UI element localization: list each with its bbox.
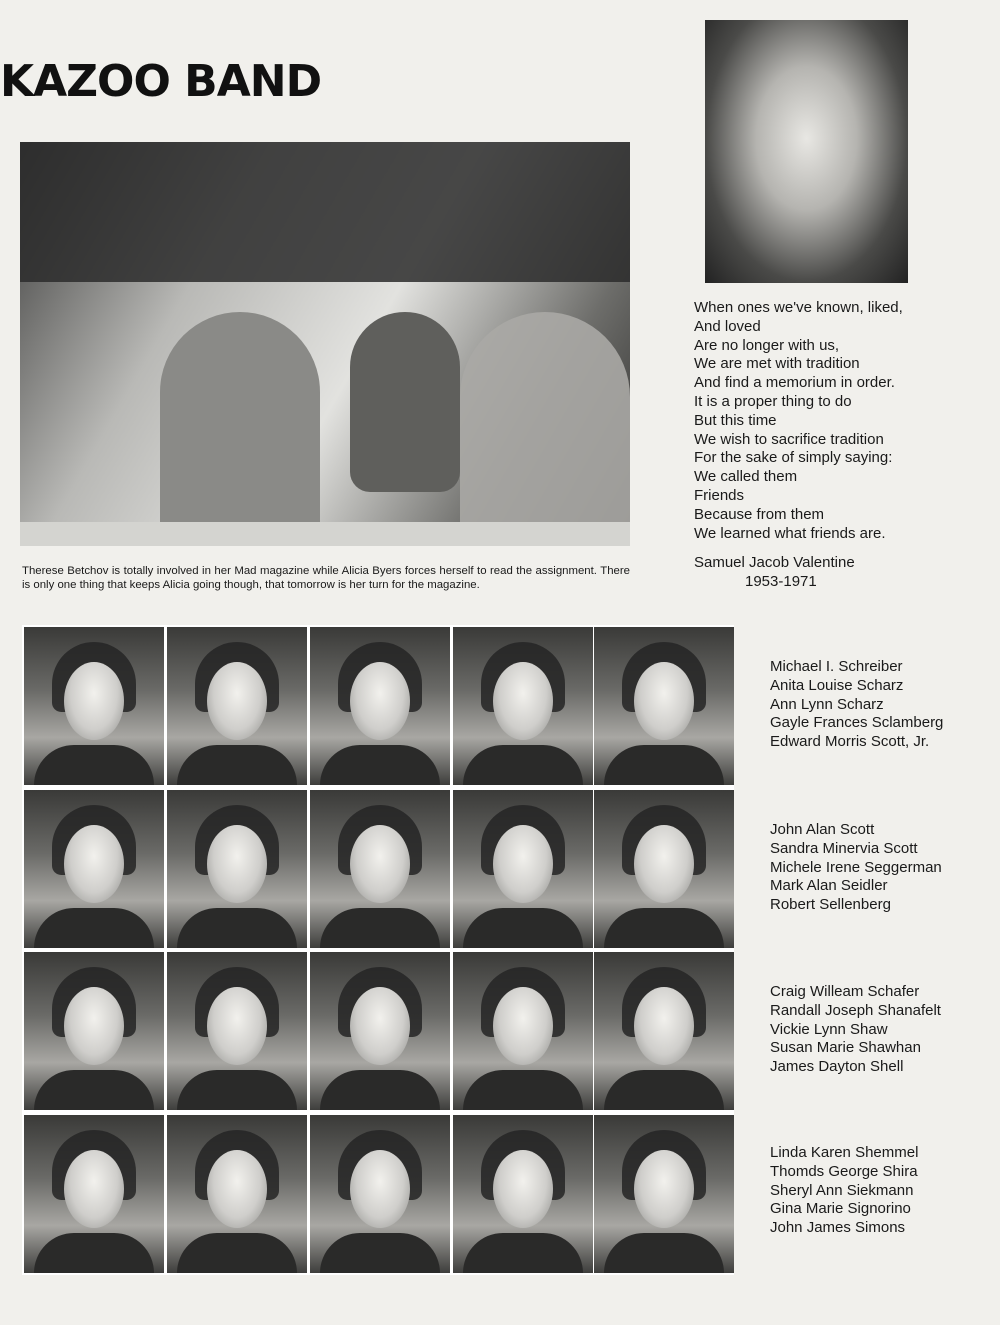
student-portrait xyxy=(310,627,450,785)
student-name: Linda Karen Shemmel xyxy=(770,1144,919,1161)
student-name: Michele Irene Seggerman xyxy=(770,858,942,876)
portrait-face xyxy=(493,825,553,903)
student-portrait xyxy=(167,790,307,948)
chalkboard xyxy=(20,142,630,282)
portrait-face xyxy=(350,825,410,903)
student-portrait xyxy=(167,1115,307,1273)
portrait-face xyxy=(493,1150,553,1228)
student-portrait xyxy=(24,1115,164,1273)
memorial-poem xyxy=(694,299,989,543)
portrait-face xyxy=(64,662,124,740)
student-name: John Alan Scott xyxy=(770,821,875,838)
student-portrait xyxy=(453,1115,593,1273)
portrait-body xyxy=(34,1233,154,1273)
portrait-body xyxy=(34,1070,154,1110)
portrait-face xyxy=(493,987,553,1065)
portrait-body xyxy=(604,1070,724,1110)
student-name: James Dayton Shell xyxy=(770,1058,904,1076)
student-name: Michael I. Schreiber xyxy=(770,658,903,675)
portrait-body xyxy=(463,1233,583,1273)
poem-line: And find a memorium in order. xyxy=(694,374,895,392)
portrait-body xyxy=(604,908,724,948)
student-name: Craig Willeam Schafer xyxy=(770,983,920,1000)
student-portrait xyxy=(453,627,593,785)
student-name: John James Simons xyxy=(770,1219,906,1237)
photo-caption: Therese Betchov is totally involved in her Mad magazine while Alicia Byers forces herself to read the assignment. There is only one thing that keeps Alicia going though, that tomorrow is her turn for the magazine. xyxy=(22,565,630,591)
portrait-body xyxy=(320,908,440,948)
student-name: Randall Joseph Shanafelt xyxy=(770,1001,941,1019)
poem-line: For the sake of simply saying: xyxy=(694,449,893,467)
portrait-body xyxy=(463,908,583,948)
portrait-face xyxy=(207,662,267,740)
portrait-face xyxy=(350,987,410,1065)
student-portrait xyxy=(310,790,450,948)
student-portrait xyxy=(594,627,734,785)
poem-line: It is a proper thing to do xyxy=(694,392,852,410)
poem-line: Friends xyxy=(694,486,745,504)
student-portrait xyxy=(310,952,450,1110)
memorial-years: 1953-1971 xyxy=(745,573,817,590)
student-name: Gina Marie Signorino xyxy=(770,1200,911,1218)
student-name: Vickie Lynn Shaw xyxy=(770,1020,888,1038)
student-portrait xyxy=(453,952,593,1110)
student-name: Thomds George Shira xyxy=(770,1162,918,1180)
portrait-face xyxy=(64,1150,124,1228)
poem-line: We are met with tradition xyxy=(694,355,860,373)
student-name: Anita Louise Scharz xyxy=(770,676,904,694)
student-portrait xyxy=(167,952,307,1110)
portrait-face xyxy=(207,825,267,903)
student-name: Gayle Frances Sclamberg xyxy=(770,714,944,732)
student-portrait xyxy=(167,627,307,785)
portrait-body xyxy=(463,1070,583,1110)
student-portrait xyxy=(594,952,734,1110)
memorial-name: Samuel Jacob Valentine xyxy=(694,554,855,571)
portrait-face xyxy=(493,662,553,740)
poem-line: We learned what friends are. xyxy=(694,524,886,542)
portrait-face xyxy=(64,987,124,1065)
student-name: Mark Alan Seidler xyxy=(770,877,888,895)
student-portrait xyxy=(453,790,593,948)
memorial-portrait xyxy=(705,20,908,283)
student-portrait xyxy=(310,1115,450,1273)
portrait-face xyxy=(634,1150,694,1228)
portrait-face xyxy=(350,1150,410,1228)
student-portrait xyxy=(594,1115,734,1273)
name-group xyxy=(770,983,941,1077)
portrait-face xyxy=(634,662,694,740)
portrait-body xyxy=(177,745,297,785)
portrait-body xyxy=(34,745,154,785)
student-figure xyxy=(350,312,460,492)
portrait-body xyxy=(177,1070,297,1110)
poem-line: And loved xyxy=(694,317,761,335)
poem-line: When ones we've known, liked, xyxy=(694,299,903,316)
portrait-body xyxy=(604,1233,724,1273)
portrait-body xyxy=(177,1233,297,1273)
student-portrait xyxy=(24,952,164,1110)
portrait-face xyxy=(64,825,124,903)
name-group xyxy=(770,658,943,752)
poem-line: Because from them xyxy=(694,505,825,523)
portrait-body xyxy=(177,908,297,948)
portrait-grid xyxy=(22,625,734,1275)
student-figure xyxy=(160,312,320,542)
student-name: Ann Lynn Scharz xyxy=(770,695,884,713)
portrait-face xyxy=(634,987,694,1065)
poem-line: Are no longer with us, xyxy=(694,336,840,354)
student-name: Robert Sellenberg xyxy=(770,896,891,914)
poem-line: We wish to sacrifice tradition xyxy=(694,430,884,448)
name-group xyxy=(770,821,942,915)
student-name: Edward Morris Scott, Jr. xyxy=(770,733,930,751)
portrait-body xyxy=(320,745,440,785)
portrait-body xyxy=(34,908,154,948)
desk xyxy=(20,522,630,546)
portrait-face xyxy=(207,987,267,1065)
student-figure xyxy=(460,312,630,546)
portrait-body xyxy=(320,1233,440,1273)
page-heading: KAZOO BAND xyxy=(0,56,322,107)
portrait-body xyxy=(463,745,583,785)
poem-line: We called them xyxy=(694,468,798,486)
portrait-body xyxy=(604,745,724,785)
student-name: Sheryl Ann Siekmann xyxy=(770,1181,914,1199)
student-name: Sandra Minervia Scott xyxy=(770,839,918,857)
name-group xyxy=(770,1144,918,1238)
student-portrait xyxy=(594,790,734,948)
student-portrait xyxy=(24,627,164,785)
portrait-face xyxy=(207,1150,267,1228)
portrait-face xyxy=(634,825,694,903)
classroom-photo xyxy=(20,142,630,546)
student-portrait xyxy=(24,790,164,948)
portrait-body xyxy=(320,1070,440,1110)
poem-line: But this time xyxy=(694,411,777,429)
student-name: Susan Marie Shawhan xyxy=(770,1039,921,1057)
portrait-face xyxy=(350,662,410,740)
